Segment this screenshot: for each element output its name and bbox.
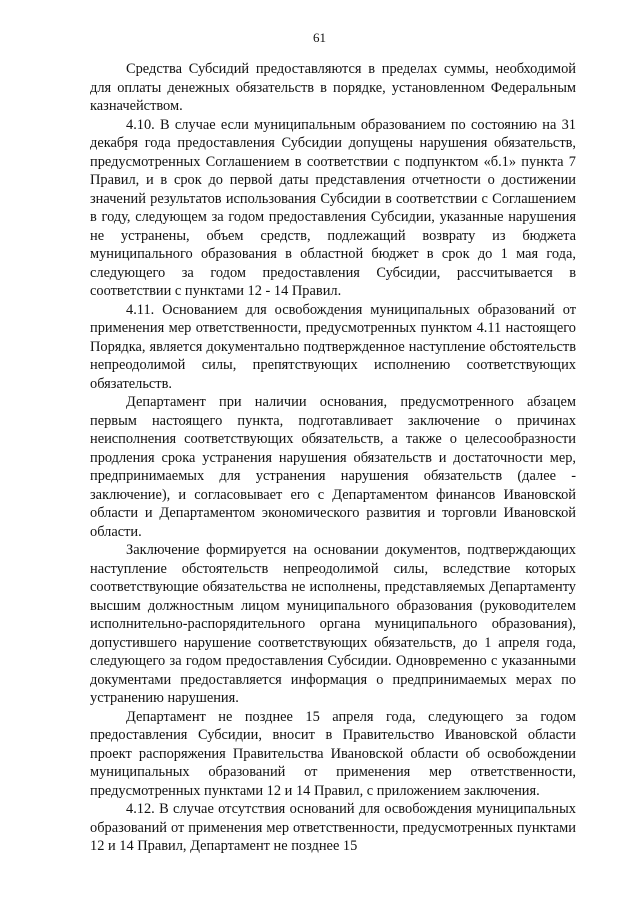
paragraph-department-conclusion: Департамент при наличии основания, предусмотренного абзацем первым настоящего пункта, подготавливает заключение о причинах неисполнения соответствующих обязательств, а также о целесообразности продления срока устранения нарушения обязательств и достаточности мер, предпринимаемых для устранения нарушения обязательств (далее - заключение), и согласовывает его с Департаментом финансов Ивановской области и Департаментом экономического развития и торговли Ивановской области. xyxy=(90,394,576,540)
page-number: 61 xyxy=(313,30,326,45)
paragraph-4-10: 4.10. В случае если муниципальным образованием по состоянию на 31 декабря года предоставления Субсидии допущены нарушения обязательств, предусмотренных Соглашением в соответствии с подпунктом «б.1» пункта 7 Правил, и в срок до первой даты представления отчетности о достижении значений результатов использования Субсидии в соответствии с Соглашением в году, следующем за годом предоставления Субсидии, указанные нарушения не устранены, объем средств, подлежащий возврату из бюджета муниципального образования в областной бюджет в срок до 1 мая года, следующего за годом предоставления Субсидии, рассчитывается в соответствии с пунктами 12 - 14 Правил. xyxy=(90,116,576,299)
paragraph-4-11: 4.11. Основанием для освобождения муниципальных образований от применения мер ответственности, предусмотренных пунктом 4.11 настоящего Порядка, является документально подтвержденное наступление обстоятельств непреодолимой силы, препятствующих исполнению соответствующих обязательств. xyxy=(90,301,576,392)
document-body xyxy=(90,60,576,856)
paragraph-department-deadline: Департамент не позднее 15 апреля года, следующего за годом предоставления Субсидии, вносит в Правительство Ивановской области проект распоряжения Правительства Ивановской области об освобождении муниципальных образований от применения мер ответственности, предусмотренных пунктами 12 и 14 Правил, с приложением заключения. xyxy=(90,708,576,799)
paragraph-subsidy-limits: Средства Субсидий предоставляются в пределах суммы, необходимой для оплаты денежных обязательств в порядке, установленном Федеральным казначейством. xyxy=(90,61,576,114)
paragraph-4-12: 4.12. В случае отсутствия оснований для освобождения муниципальных образований от применения мер ответственности, предусмотренных пунктами 12 и 14 Правил, Департамент не позднее 15 xyxy=(90,801,576,854)
paragraph-conclusion-formation: Заключение формируется на основании документов, подтверждающих наступление обстоятельств непреодолимой силы, вследствие которых соответствующие обязательства не исполнены, представляемых Департаменту высшим должностным лицом муниципального образования (руководителем исполнительно-распорядительного органа муниципального образования), допустившего нарушение соответствующих обязательств, до 1 апреля года, следующего за годом предоставления Субсидии. Одновременно с указанными документами предоставляется информация о предпринимаемых мерах по устранению нарушения. xyxy=(90,542,576,706)
